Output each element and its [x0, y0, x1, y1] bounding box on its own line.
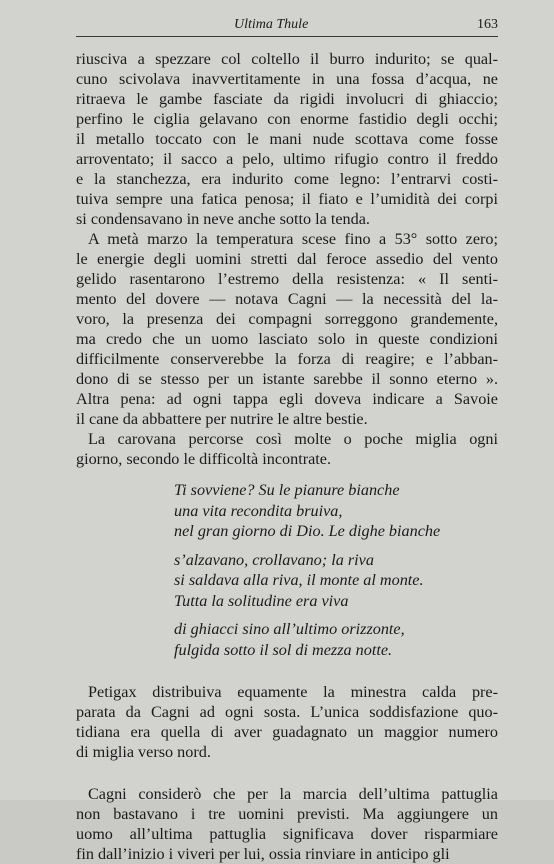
text-line: tidiana era quella di aver guadagnato un maggior numero [76, 723, 498, 741]
poem-stanza [174, 550, 498, 612]
spacer [76, 762, 498, 784]
poem-verse: nel gran giorno di Dio. Le dighe bianche [174, 522, 441, 540]
poem-verse: si saldava alla riva, il monte al monte. [174, 571, 424, 589]
poem-stanza [174, 619, 498, 660]
text-line: voro, la presenza dei compagni sorreggono grandemente, [76, 310, 498, 328]
poem-verse: Tutta la solitudine era viva [174, 591, 349, 610]
text-line: A metà marzo la temperatura scese fino a 53° sotto zero; [88, 230, 498, 248]
text-line: di miglia verso nord. [76, 743, 211, 761]
paragraph-2 [76, 229, 498, 429]
running-title: Ultima Thule [234, 17, 309, 32]
text-line: Cagni considerò che per la marcia dell’ultima pattuglia [88, 785, 498, 803]
paragraph-4 [76, 682, 498, 762]
text-line: il metallo toccato con le mani nude scottava come fosse [76, 130, 498, 148]
text-line: riusciva a spezzare col coltello il burro indurito; se qual- [76, 50, 498, 68]
text-line: fin dall’inizio i viveri per lui, ossia rinviare in anticipo gli [76, 845, 450, 863]
text-line: non bastavano i tre uomini previsti. Ma aggiungere un [76, 805, 498, 823]
paragraph-5 [76, 784, 498, 864]
text-line: mento del dovere — notava Cagni — la necessità del la- [76, 290, 498, 308]
poem-quotation [174, 480, 498, 660]
text-line: le energie degli uomini stretti dal feroce assedio del vento [76, 250, 498, 268]
text-line: Altra pena: ad ogni tappa egli doveva indicare a Savoie [76, 390, 498, 408]
text-line: uomo all’ultima pattuglia significava dover risparmiare [76, 825, 498, 843]
poem-stanza [174, 480, 498, 542]
poem-verse: fulgida sotto il sol di mezza notte. [174, 640, 393, 659]
page-number: 163 [477, 17, 498, 32]
text-line: e la stanchezza, era indurito come legno: l’entrarvi costi- [76, 170, 498, 188]
text-line: La carovana percorse così molte o poche miglia ogni [88, 430, 498, 448]
text-line: il cane da abbattere per nutrire le altre bestie. [76, 410, 368, 428]
text-line: cuno scivolava inavvertitamente in una fossa d’acqua, ne [76, 70, 498, 88]
text-line: arroventato; il sacco a pelo, ultimo rifugio contro il freddo [76, 150, 498, 168]
header-rule [76, 36, 498, 37]
text-line: si condensavano in neve anche sotto la tenda. [76, 210, 370, 228]
poem-verse: Ti sovviene? Su le pianure bianche [174, 481, 400, 499]
text-line: perfino le ciglia gelavano con enorme fastidio degli occhi; [76, 110, 498, 128]
running-header [76, 17, 498, 37]
text-line: dono di se stesso per un istante sarebbe il sonno eterno ». [76, 370, 498, 388]
text-line: Petigax distribuiva equamente la minestra calda pre- [88, 683, 498, 701]
paragraph-1 [76, 49, 498, 229]
body-text [76, 49, 498, 864]
poem-verse: una vita recondita bruiva, [174, 501, 343, 520]
text-line: tuiva sempre una fatica penosa; il fiato e l’umidità dei corpi [76, 190, 498, 208]
text-line: gelido rasentarono l’estremo della resistenza: « Il senti- [76, 270, 498, 288]
paragraph-3 [76, 429, 498, 469]
text-line: ritraeva le gambe fasciate da rigidi involucri di ghiaccio; [76, 90, 498, 108]
text-line: giorno, secondo le difficoltà incontrate. [76, 450, 332, 468]
poem-verse: di ghiacci sino all’ultimo orizzonte, [174, 620, 405, 638]
text-line: difficilmente conserverebbe la forza di reagire; e l’abban- [76, 350, 498, 368]
text-line: ma credo che un uomo lasciato solo in queste condizioni [76, 330, 498, 348]
spacer [76, 668, 498, 682]
poem-verse: s’alzavano, crollavano; la riva [174, 550, 374, 569]
text-line: parata da Cagni ad ogni sosta. L’unica soddisfazione quo- [76, 703, 498, 721]
